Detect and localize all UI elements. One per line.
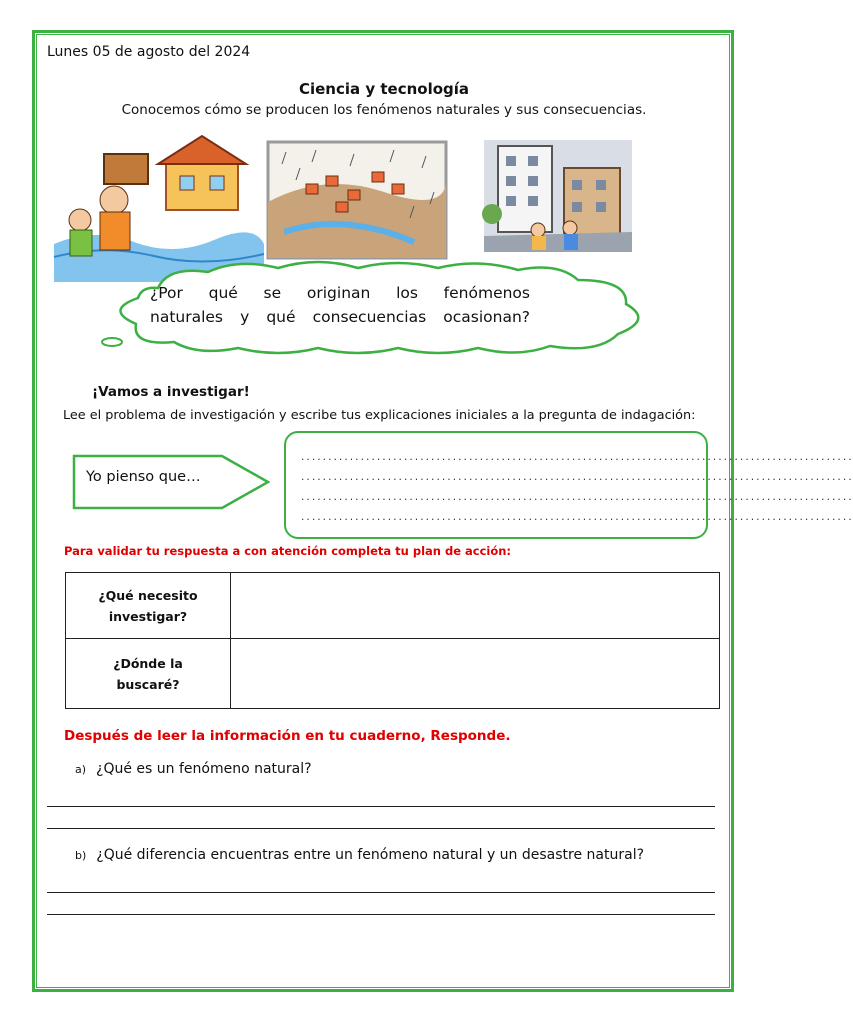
answer-line[interactable] — [47, 806, 715, 807]
dotted-answer-line: ...................................................................................................... — [300, 453, 853, 463]
initial-explanation-box[interactable] — [284, 431, 853, 539]
investigate-heading: ¡Vamos a investigar! — [92, 384, 250, 400]
arrow-label-text: Yo pienso que… — [86, 469, 201, 485]
question-b-text: ¿Qué diferencia encuentras entre un fenómeno natural y un desastre natural? — [96, 847, 645, 863]
questions-heading: Después de leer la información en tu cuaderno, Responde. — [64, 728, 511, 744]
plan-heading: Para validar tu respuesta a con atención completa tu plan de acción: — [64, 544, 512, 558]
answer-line[interactable] — [47, 914, 715, 915]
plan-answer-cell[interactable] — [231, 639, 720, 709]
question-line-1: ¿Por qué se originan los fenómenos — [150, 284, 530, 302]
dotted-answer-line: ...................................................................................................... — [300, 493, 853, 503]
table-row — [66, 639, 720, 709]
question-b-label: b) — [75, 849, 87, 862]
subject-title: Ciencia y tecnología — [298, 80, 470, 98]
plan-answer-cell[interactable] — [231, 573, 720, 639]
plan-question-cell — [66, 639, 231, 709]
earthquake-illustration — [482, 140, 632, 252]
question-b — [75, 847, 644, 863]
table-row — [66, 573, 720, 639]
plan-question-line: ¿Dónde la — [113, 655, 183, 671]
dotted-answer-line: ...................................................................................................... — [300, 473, 853, 483]
question-a — [75, 761, 312, 777]
question-line-2: naturales y qué consecuencias ocasionan? — [150, 308, 530, 326]
plan-question-line: ¿Qué necesito — [98, 587, 198, 603]
answer-line[interactable] — [47, 828, 715, 829]
question-a-label: a) — [75, 763, 87, 776]
date-line: Lunes 05 de agosto del 2024 — [47, 44, 251, 60]
investigate-instruction: Lee el problema de investigación y escribe tus explicaciones iniciales a la pregunta de indagación: — [63, 408, 696, 423]
answer-line[interactable] — [47, 892, 715, 893]
intro-text: Conocemos cómo se producen los fenómenos naturales y sus consecuencias. — [121, 102, 647, 118]
question-cloud-text — [150, 281, 530, 329]
plan-question-cell — [66, 573, 231, 639]
plan-question-line: buscaré? — [116, 676, 180, 692]
rain-village-illustration — [268, 142, 446, 258]
dotted-answer-line: ...................................................................................................... — [300, 513, 853, 523]
plan-question-line: investigar? — [108, 608, 188, 624]
question-a-text: ¿Qué es un fenómeno natural? — [96, 761, 312, 777]
action-plan-table — [65, 572, 720, 709]
